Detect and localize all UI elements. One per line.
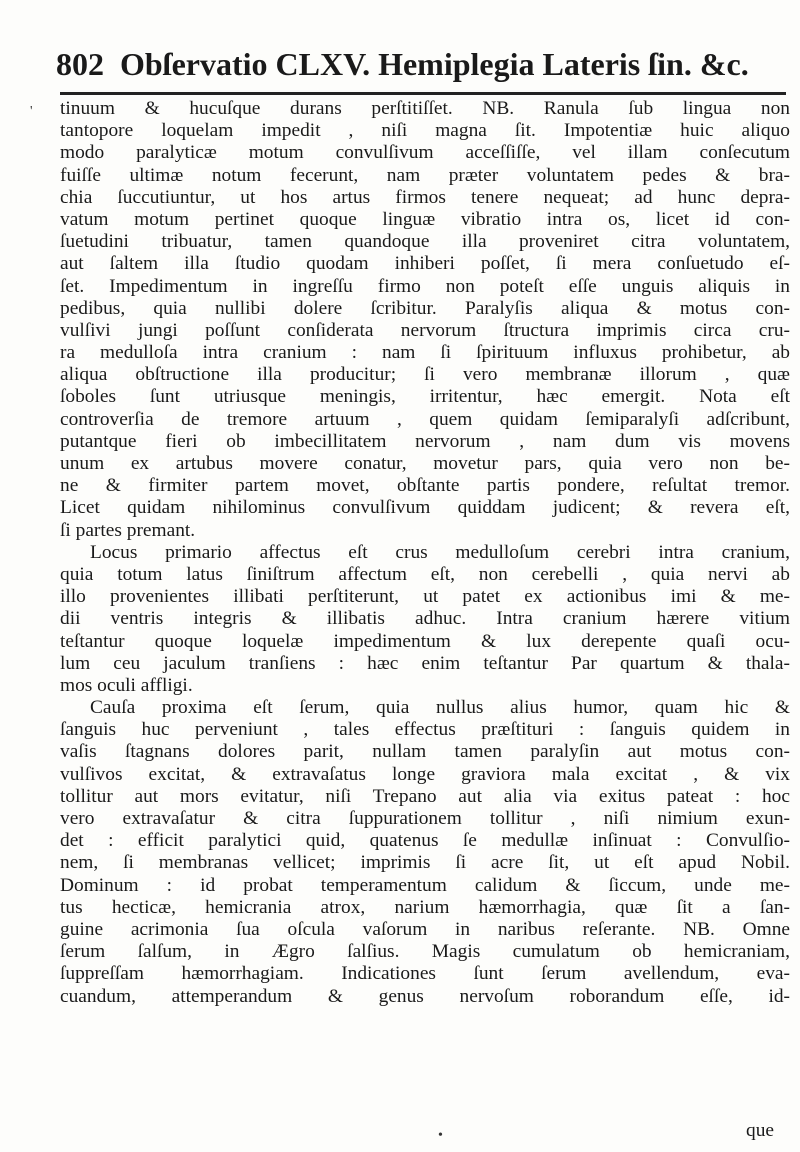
text-line: vulſivos excitat, & extravaſatus longe graviora mala excitat , & vix: [60, 763, 790, 785]
text-line: teſtantur quoque loquelæ impedimentum & lux derepente quaſi ocu-: [60, 630, 790, 652]
text-line: nem, ſi membranas vellicet; imprimis ſi acre ſit, ut eſt apud Nobil.: [60, 852, 790, 874]
text-line: vaſis ſtagnans dolores parit, nullam tamen paralyſin aut motus con-: [60, 741, 790, 763]
text-line: vulſivi jungi poſſunt conſiderata nervorum ſtructura imprimis circa cru-: [60, 319, 790, 341]
text-line: ſanguis huc perveniunt , tales effectus præſtituri : ſanguis quidem in: [60, 719, 790, 741]
text-line: fuiſſe ultimæ notum fecerunt, nam præter voluntatem pedes & bra-: [60, 164, 790, 186]
paragraph: [60, 697, 790, 1008]
text-line: ſerum ſalſum, in Ægro ſalſius. Magis cumulatum ob hemicraniam,: [60, 941, 790, 963]
header-rule: [60, 92, 786, 95]
body-text: [60, 98, 790, 1008]
text-line: det : efficit paralytici quid, quatenus ſe medullæ inſinuat : Convulſio-: [60, 830, 790, 852]
text-line: mos oculi affligi.: [60, 674, 193, 696]
text-line: lum ceu jaculum tranſiens : hæc enim teſtantur Par quartum & thala-: [60, 652, 790, 674]
text-line: ſoboles ſunt utriusque meningis, irritentur, hæc emergit. Nota eſt: [60, 386, 790, 408]
text-line: illo provenientes illibati perſtiterunt, ut patet ex actionibus imi & me-: [60, 586, 790, 608]
text-line: Dominum : id probat temperamentum calidum & ſiccum, unde me-: [60, 874, 790, 896]
text-line: tantopore loquelam impedit , niſi magna ſit. Impotentiæ huic aliquo: [60, 120, 790, 142]
text-line: tollitur aut mors evitatur, niſi Trepano aut alia via exitus pateat : hoc: [60, 785, 790, 807]
margin-mark-left: ': [30, 104, 33, 119]
text-line: vero extravaſatur & citra ſuppurationem tollitur , niſi nimium exun-: [60, 808, 790, 829]
text-line: aliqua obſtructione illa producitur; ſi vero membranæ illorum , quæ: [60, 364, 790, 386]
text-line: modo paralyticæ motum convulſivum acceſſiſſe, vel illam conſecutum: [60, 142, 790, 164]
text-line: dii ventris integris & illibatis adhuc. Intra cranium hærere vitium: [60, 608, 790, 630]
margin-mark-bottom: •: [438, 1128, 443, 1143]
text-line: Cauſa proxima eſt ſerum, quia nullus alius humor, quam hic &: [90, 697, 790, 719]
text-line: chia ſuccutiuntur, ut hos artus firmos tenere nequeat; ad hunc depra-: [60, 186, 790, 208]
page-header: [56, 46, 786, 90]
text-line: ſet. Impedimentum in ingreſſu firmo non poteſt eſſe unguis aliquis in: [60, 275, 790, 297]
text-line: Locus primario affectus eſt crus medulloſum cerebri intra cranium,: [90, 541, 790, 563]
page-number: 802: [56, 46, 104, 82]
text-line: controverſia de tremore artuum , quem quidam ſemiparalyſi adſcribunt,: [60, 408, 790, 430]
text-line: cuandum, attemperandum & genus nervoſum roborandum eſſe, id-: [60, 985, 790, 1007]
text-line: putantque fieri ob imbecillitatem nervorum , nam dum vis movens: [60, 430, 790, 452]
text-line: tinuum & hucuſque durans perſtitiſſet. NB. Ranula ſub lingua non: [60, 98, 790, 119]
text-line: ſi partes premant.: [60, 519, 196, 541]
text-line: unum ex artubus movere conatur, movetur pars, quia vero non be-: [60, 453, 790, 474]
text-line: ne & firmiter partem movet, obſtante partis pondere, reſultat tremor.: [60, 475, 790, 497]
running-title: Obſervatio CLXV. Hemiplegia Lateris ſin. &c.: [120, 46, 749, 82]
paragraph: [60, 542, 790, 697]
text-line: pedibus, quia nullibi dolere ſcribitur. Paralyſis aliqua & motus con-: [60, 297, 790, 319]
text-line: guine acrimonia ſua oſcula vaſorum in naribus reſerante. NB. Omne: [60, 918, 790, 940]
text-line: Licet quidam nihilominus convulſivum quiddam judicent; & revera eſt,: [60, 497, 790, 519]
text-line: tus hecticæ, hemicrania atrox, narium hæmorrhagia, quæ ſit a ſan-: [60, 896, 790, 918]
text-line: ra medulloſa intra cranium : nam ſi ſpirituum influxus prohibetur, ab: [60, 342, 790, 364]
text-line: aut ſaltem illa ſtudio quodam inhiberi poſſet, ſi mera conſuetudo eſ-: [60, 253, 790, 275]
text-line: vatum motum pertinet quoque linguæ vibratio intra os, licet id con-: [60, 208, 790, 230]
text-line: quia totum latus ſiniſtrum affectum eſt, non cerebelli , quia nervi ab: [60, 563, 790, 585]
text-line: ſuppreſſam hæmorrhagiam. Indicationes ſunt ſerum avellendum, eva-: [60, 963, 790, 985]
paragraph: [60, 98, 790, 542]
catchword: que: [746, 1120, 774, 1141]
text-line: ſuetudini tribuatur, tamen quandoque illa proveniret citra voluntatem,: [60, 231, 790, 253]
